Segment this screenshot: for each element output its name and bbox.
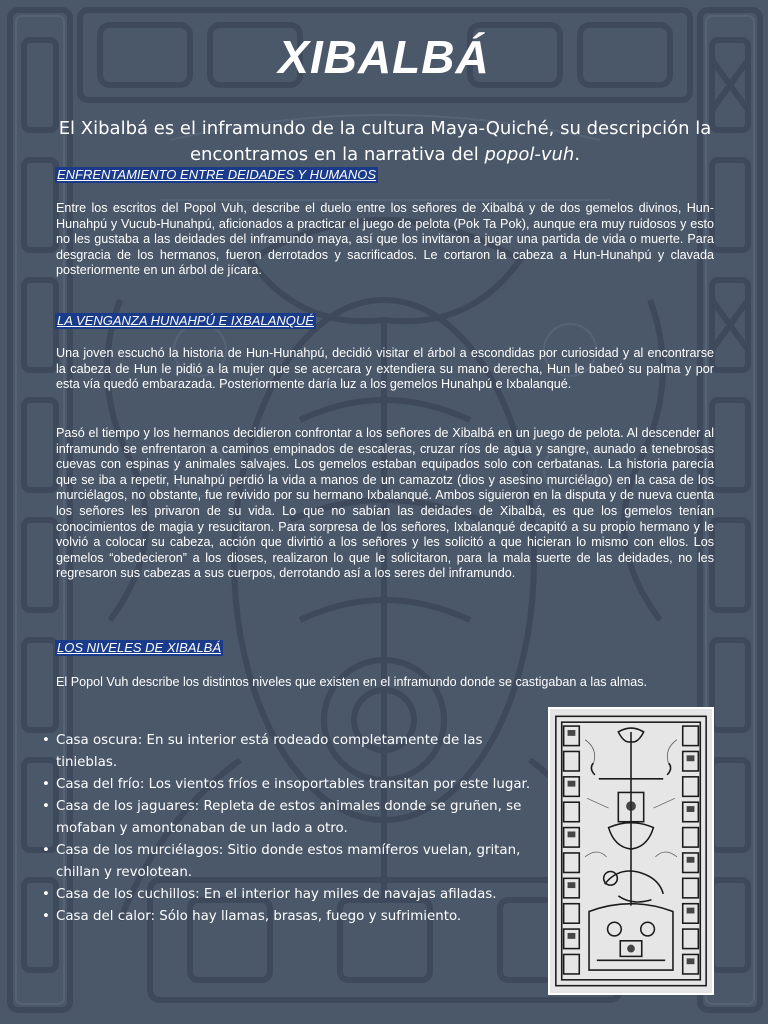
bullet-icon: • [42, 843, 50, 858]
page-title: XIBALBÁ [278, 31, 490, 83]
intro-paragraph [40, 116, 730, 168]
section-paragraph: Entre los escritos del Popol Vuh, describe el duelo entre los señores de Xibalbá y de dos gemelos divinos, Hun-Hunahpú y Vucub-Hunahpú, aficionados a practicar el juego de pelota (Pok Ta Pok), aunque era muy ruidosos y esto no les gustaba a las deidades del inframundo maya, así que los invitaron a jugar una partida de vida o muerte. Para desgracia de los hermanos, fueron derrotados y sacrificados. Le cortaron la cabeza a Hun-Hunahpú y clavada posteriormente en un árbol de jícara. [56, 201, 714, 278]
section-paragraph: El Popol Vuh describe los distintos niveles que existen en el inframundo donde se castigaban a las almas. [56, 675, 648, 689]
section-heading-enfrentamiento: ENFRENTAMIENTO ENTRE DEIDADES Y HUMANOS [57, 167, 377, 182]
section-paragraph: Pasó el tiempo y los hermanos decidieron confrontar a los señores de Xibalbá en un juego de pelota. Al descender al inframundo se enfrentaron a caminos empinados de escaleras, cruzar ríos de agua y sangre, aunado a tenebrosas cuevas con espinas y animales salvajes. Los gemelos estaban equipados solo con cerbatanas. La historia parecía que se iba a repetir, Hunahpú perdió la vida a manos de un camazotz (dios y asesino murciélago) en la casa de los murciélagos, no obstante, fue revivido por su hermano Ixbalanqué. Ambos siguieron en la disputa y de nueva cuenta los señores les privaron de su vida. Lo que no sabían las deidades de Xibalbá, es que los gemelos tenían conocimientos de magia y resucitaron. Para sorpresa de los señores, Ixbalanqué decapitó a su propio hermano y le volvió a colocar su cabeza, acción que divirtió a los señores y les solicitó a que hicieran lo mismo con ellos. Los gemelos “obedecieron” a los dioses, realizaron lo que le solicitaron, para la mala suerte de las deidades, no les regresaron sus cabezas a sus cuerpos, derrotando así a los seres del inframundo. [56, 426, 714, 581]
sarcophagus-drawing-icon [550, 709, 712, 993]
intro-text: El Xibalbá es el inframundo de la cultura Maya-Quiché, su descripción la encontramos en la narrativa del [58, 118, 712, 165]
section-heading-niveles: LOS NIVELES DE XIBALBÁ [57, 640, 222, 655]
list-item-text: Casa del calor: Sólo hay llamas, brasas, fuego y sufrimiento. [56, 909, 462, 924]
list-item-text: Casa de los jaguares: Repleta de estos animales donde se gruñen, se mofaban y amontonaban de un lado a otro. [56, 799, 522, 836]
bullet-icon: • [42, 909, 50, 924]
list-item-text: Casa de los cuchillos: En el interior hay miles de navajas afiladas. [56, 887, 497, 902]
list-item [42, 906, 537, 928]
section-heading-venganza: LA VENGANZA HUNAHPÚ E IXBALANQUÉ [57, 313, 314, 328]
list-item [42, 730, 537, 774]
intro-emphasis: popol-vuh [484, 144, 575, 165]
list-item [42, 840, 537, 884]
list-item-text: Casa del frío: Los vientos fríos e insoportables transitan por este lugar. [56, 777, 531, 792]
list-item [42, 774, 537, 796]
section-paragraph: Una joven escuchó la historia de Hun-Hunahpú, decidió visitar el árbol a escondidas por curiosidad y al encontrarse la cabeza de Hun le pidió a la mujer que se acercara y extendiera su mano derecha, Hun le babeó su palma y por esta vía quedó embarazada. Posteriormente daría luz a los gemelos Hunahpú e Ixbalanqué. [56, 346, 714, 392]
sarcophagus-illustration [548, 707, 714, 995]
intro-end: . [574, 144, 581, 165]
list-item-text: Casa oscura: En su interior está rodeado completamente de las tinieblas. [56, 733, 483, 770]
list-item [42, 884, 537, 906]
bullet-icon: • [42, 777, 50, 792]
bullet-icon: • [42, 887, 50, 902]
xibalba-levels-list [42, 730, 537, 928]
bullet-icon: • [42, 733, 50, 748]
list-item-text: Casa de los murciélagos: Sitio donde estos mamíferos vuelan, gritan, chillan y revolotean. [56, 843, 521, 880]
bullet-icon: • [42, 799, 50, 814]
list-item [42, 796, 537, 840]
